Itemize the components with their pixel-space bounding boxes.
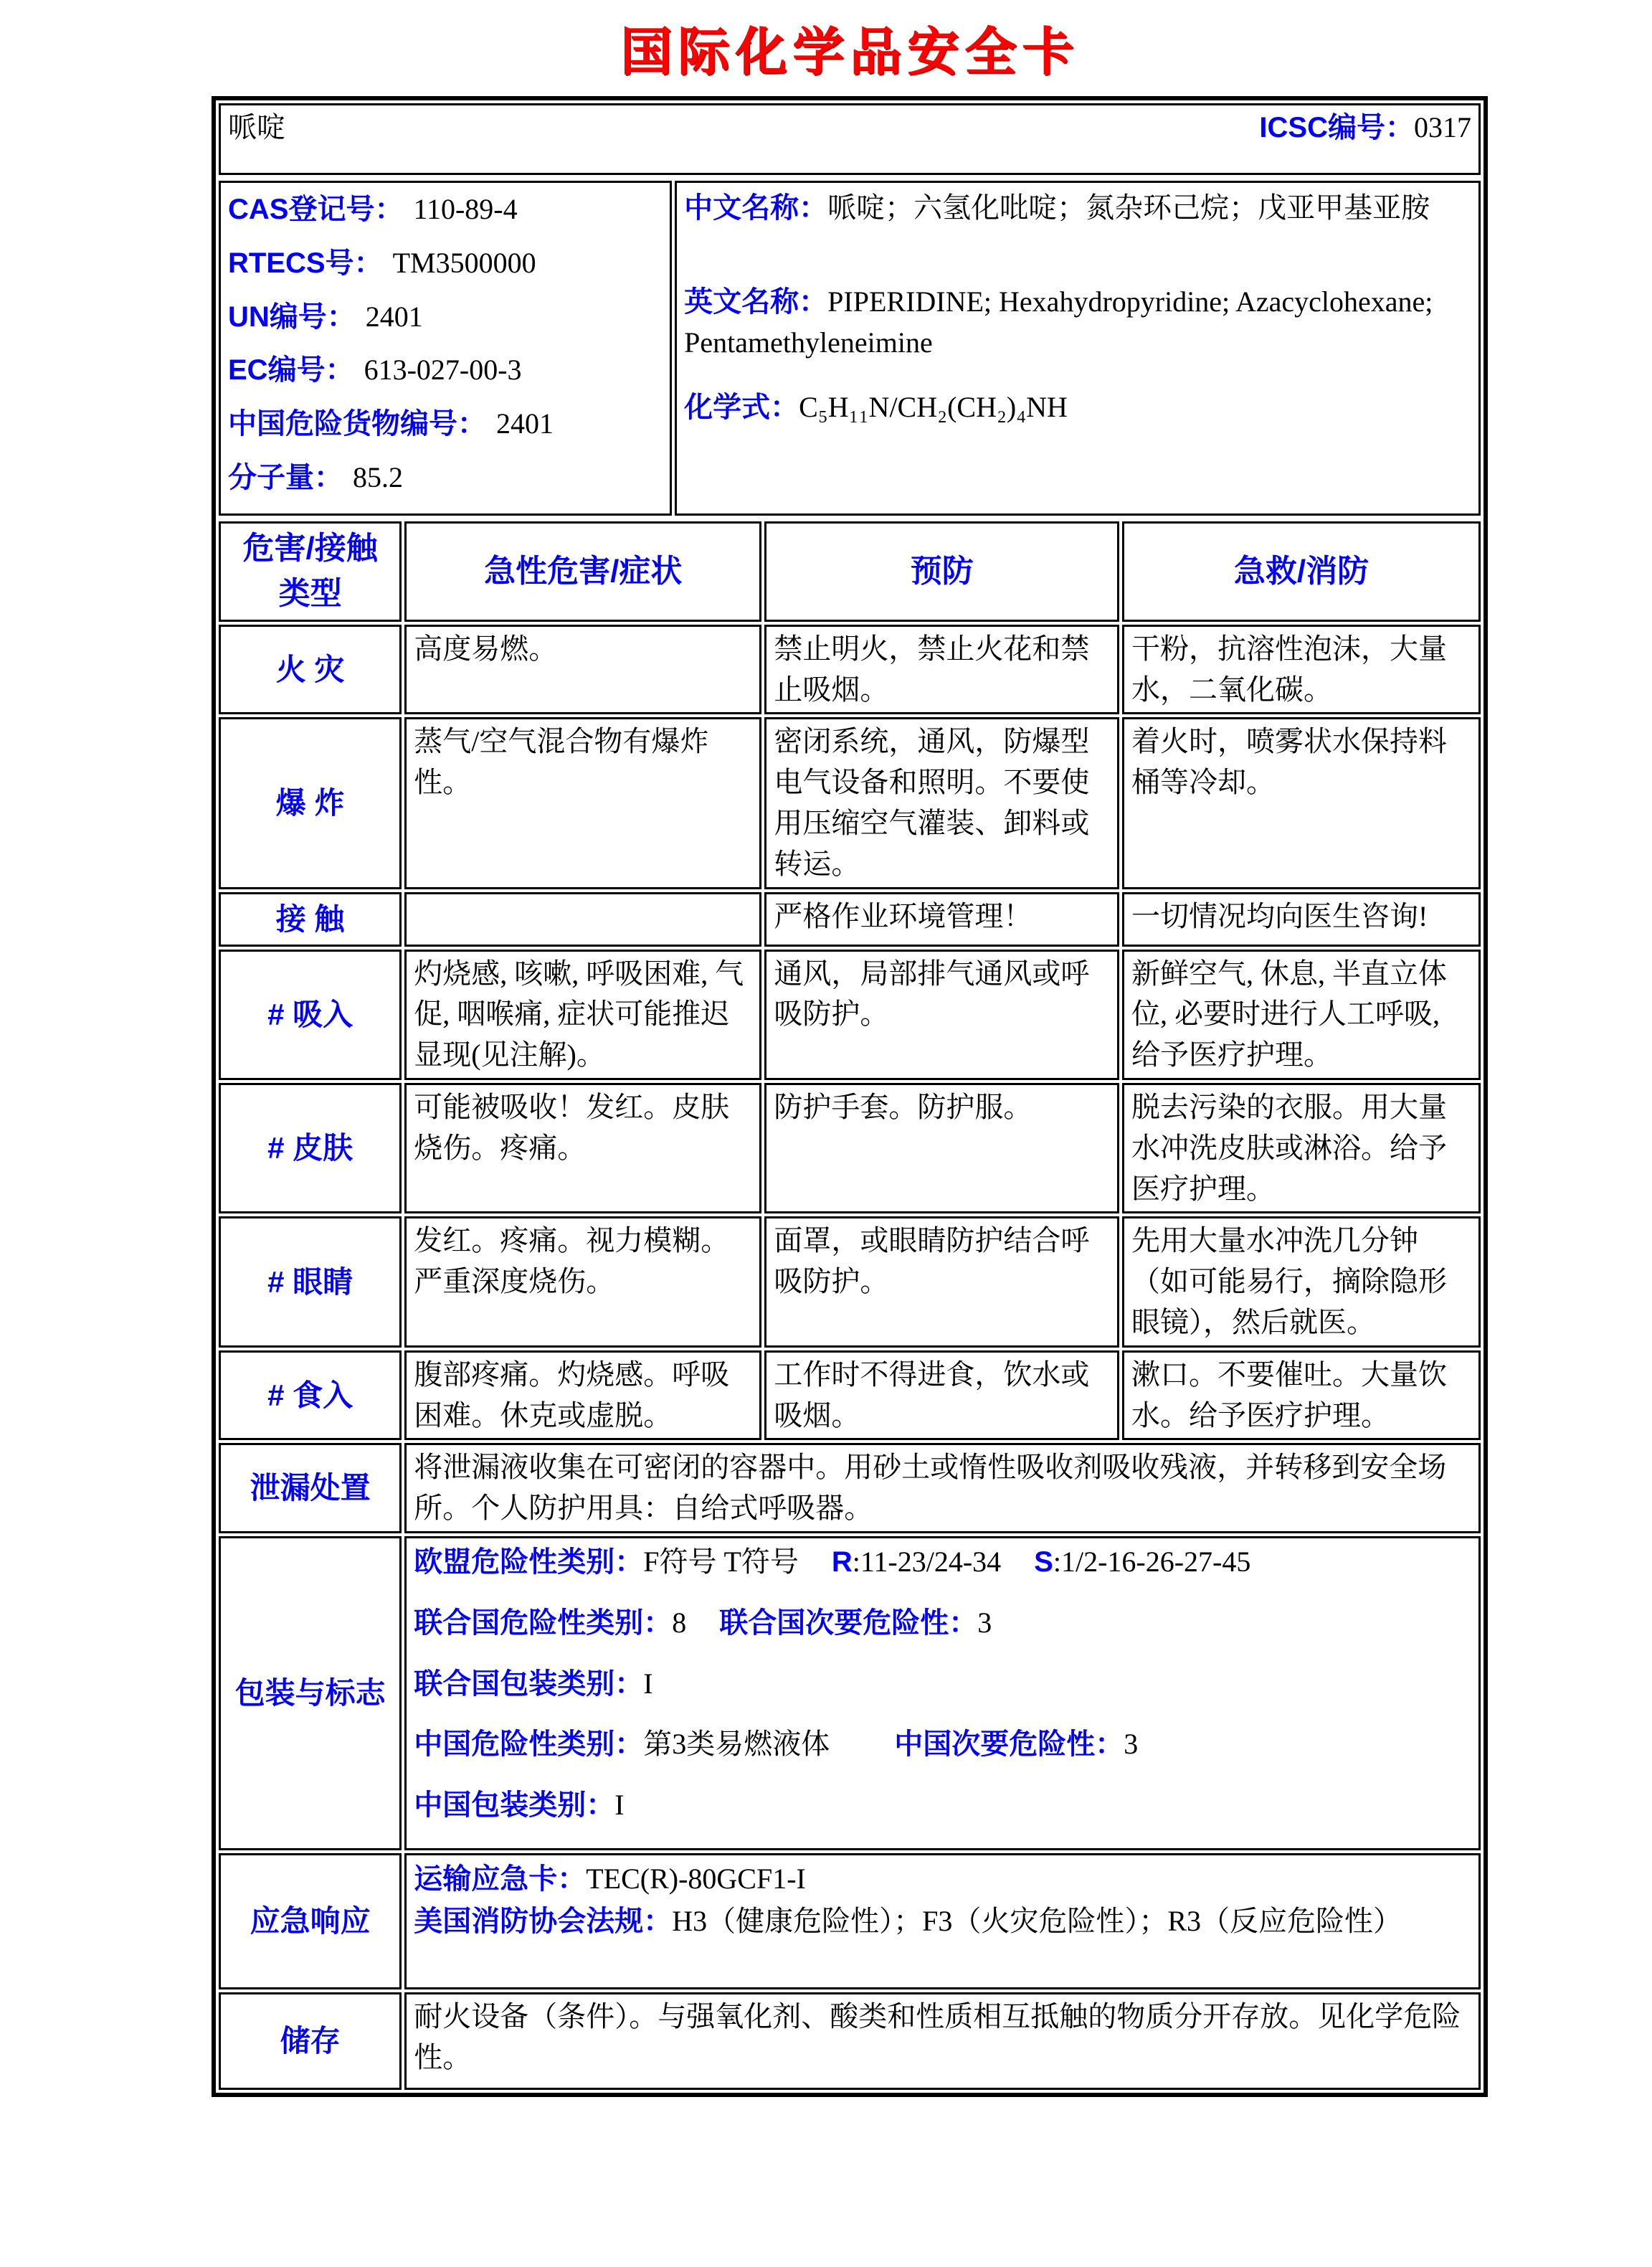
transport-emergency-card-value: TEC(R)-80GCF1-I bbox=[586, 1862, 806, 1895]
ingestion-prevention: 工作时不得进食，饮水或吸烟。 bbox=[764, 1350, 1119, 1441]
contact-row-label: 接 触 bbox=[219, 892, 402, 947]
inhalation-row-label: # 吸入 bbox=[219, 950, 402, 1080]
s-phrases-label: S bbox=[1034, 1546, 1053, 1578]
fire-row-label: 火 灾 bbox=[219, 625, 402, 715]
fire-row bbox=[219, 625, 1481, 715]
emergency-response-row bbox=[219, 1853, 1481, 1989]
card-header-table bbox=[216, 100, 1484, 178]
nfpa-code-line bbox=[414, 1901, 1471, 1942]
cas-number-line bbox=[228, 189, 663, 230]
chemical-formula-value: C₅H₁₁N/CH₂(CH₂)₄NH bbox=[799, 391, 1068, 424]
fire-response: 干粉，抗溶性泡沫，大量水，二氧化碳。 bbox=[1122, 625, 1481, 715]
china-subsidiary-risk-value: 3 bbox=[1124, 1728, 1139, 1761]
molecular-weight-label: 分子量： bbox=[228, 461, 343, 493]
skin-row-label: # 皮肤 bbox=[219, 1083, 402, 1213]
chinese-names-label: 中文名称： bbox=[684, 192, 828, 224]
contact-response: 一切情况均向医生咨询! bbox=[1122, 892, 1481, 947]
hazard-header-row bbox=[219, 521, 1481, 622]
icsc-number-value: 0317 bbox=[1414, 111, 1471, 143]
eu-hazard-class-label: 欧盟危险性类别： bbox=[414, 1546, 644, 1578]
eu-hazard-class-line bbox=[414, 1542, 1389, 1583]
page-title: 国际化学品安全卡 bbox=[620, 24, 1079, 81]
un-number-label: UN编号： bbox=[228, 300, 356, 333]
spillage-row bbox=[219, 1443, 1481, 1533]
ingestion-row bbox=[219, 1350, 1481, 1441]
rtecs-number-value: TM3500000 bbox=[392, 246, 536, 279]
ec-number-line bbox=[228, 350, 663, 391]
spillage-row-label: 泄漏处置 bbox=[219, 1443, 402, 1533]
identifiers-cell bbox=[219, 181, 672, 516]
names-cell bbox=[675, 181, 1481, 516]
safety-card bbox=[212, 96, 1488, 2097]
ingestion-row-label: # 食入 bbox=[219, 1350, 402, 1441]
ec-number-value: 613-027-00-3 bbox=[364, 354, 522, 387]
column-header-prevention: 预防 bbox=[764, 521, 1119, 622]
storage-row-label: 储存 bbox=[219, 1992, 402, 2090]
packaging-content bbox=[404, 1536, 1481, 1850]
skin-row bbox=[219, 1083, 1481, 1213]
packaging-row bbox=[219, 1536, 1481, 1850]
column-header-response: 急救/消防 bbox=[1122, 521, 1481, 622]
substance-header-cell bbox=[219, 103, 1481, 175]
explosion-row-label: 爆 炸 bbox=[219, 717, 402, 889]
emergency-response-row-label: 应急响应 bbox=[219, 1853, 402, 1989]
r-phrases-label: R bbox=[831, 1546, 853, 1578]
packaging-row-label: 包装与标志 bbox=[219, 1536, 402, 1850]
un-hazard-class-value: 8 bbox=[672, 1606, 687, 1639]
transport-emergency-card-label: 运输应急卡： bbox=[414, 1863, 587, 1895]
cas-number-value: 110-89-4 bbox=[413, 193, 518, 225]
eyes-prevention: 面罩，或眼睛防护结合呼吸防护。 bbox=[764, 1216, 1119, 1347]
english-names-label: 英文名称： bbox=[684, 285, 828, 318]
explosion-prevention: 密闭系统，通风，防爆型电气设备和照明。不要使用压缩空气灌装、卸料或转运。 bbox=[764, 717, 1119, 889]
rtecs-number-label: RTECS号： bbox=[228, 247, 383, 279]
contact-row bbox=[219, 892, 1481, 947]
un-subsidiary-risk-value: 3 bbox=[977, 1606, 992, 1639]
hazard-table bbox=[216, 519, 1484, 2093]
r-phrases-value: :11-23/24-34 bbox=[852, 1545, 1002, 1578]
china-packing-group-line bbox=[414, 1785, 1471, 1826]
eyes-symptoms: 发红。疼痛。视力模糊。严重深度烧伤。 bbox=[404, 1216, 761, 1347]
china-dg-number-label: 中国危险货物编号： bbox=[228, 408, 486, 440]
china-hazard-class-label: 中国危险性类别： bbox=[414, 1728, 644, 1761]
inhalation-prevention: 通风，局部排气通风或呼吸防护。 bbox=[764, 950, 1119, 1080]
explosion-row bbox=[219, 717, 1481, 889]
chemical-formula-label: 化学式： bbox=[684, 392, 799, 424]
english-names-line bbox=[684, 282, 1471, 364]
molecular-weight-line bbox=[228, 458, 663, 498]
skin-symptoms: 可能被吸收！发红。皮肤烧伤。疼痛。 bbox=[404, 1083, 761, 1213]
china-hazard-class-line bbox=[414, 1724, 1471, 1765]
eyes-response: 先用大量水冲洗几分钟（如可能易行，摘除隐形眼镜），然后就医。 bbox=[1122, 1216, 1481, 1347]
emergency-response-content bbox=[404, 1853, 1481, 1989]
substance-name: 哌啶 bbox=[228, 111, 285, 143]
fire-symptoms: 高度易燃。 bbox=[404, 625, 761, 715]
china-dg-number-line bbox=[228, 404, 663, 445]
contact-symptoms bbox=[404, 892, 761, 947]
storage-row bbox=[219, 1992, 1481, 2090]
china-packing-group-value: I bbox=[614, 1789, 625, 1822]
un-subsidiary-risk-label: 联合国次要危险性： bbox=[719, 1606, 978, 1639]
column-header-symptoms: 急性危害/症状 bbox=[404, 521, 761, 622]
inhalation-response: 新鲜空气, 休息, 半直立体位, 必要时进行人工呼吸, 给予医疗护理。 bbox=[1122, 950, 1481, 1080]
column-header-hazard-type: 危害/接触 类型 bbox=[219, 521, 402, 622]
skin-response: 脱去污染的衣服。用大量水冲洗皮肤或淋浴。给予医疗护理。 bbox=[1122, 1083, 1481, 1213]
english-names-value: PIPERIDINE; Hexahydropyridine; Azacyclohexane; Pentamethyleneimine bbox=[684, 285, 1433, 359]
chinese-names-value: 哌啶；六氢化吡啶；氮杂环己烷；戊亚甲基亚胺 bbox=[827, 191, 1430, 224]
eyes-row bbox=[219, 1216, 1481, 1347]
storage-text: 耐火设备（条件）。与强氧化剂、酸类和性质相互抵触的物质分开存放。见化学危险性。 bbox=[404, 1992, 1481, 2090]
icsc-number-label: ICSC编号： bbox=[1259, 112, 1414, 143]
china-dg-number-value: 2401 bbox=[496, 407, 554, 440]
inhalation-symptoms: 灼烧感, 咳嗽, 呼吸困难, 气促, 咽喉痛, 症状可能推迟显现(见注解)。 bbox=[404, 950, 761, 1080]
table-row bbox=[219, 103, 1481, 175]
un-packing-group-line bbox=[414, 1664, 1471, 1705]
rtecs-number-line bbox=[228, 243, 663, 284]
molecular-weight-value: 85.2 bbox=[353, 460, 403, 493]
transport-emergency-card-line bbox=[414, 1859, 1471, 1900]
chemical-formula-line bbox=[684, 387, 1471, 428]
china-packing-group-label: 中国包装类别： bbox=[414, 1789, 615, 1822]
explosion-response: 着火时，喷雾状水保持料桶等冷却。 bbox=[1122, 717, 1481, 889]
china-subsidiary-risk-label: 中国次要危险性： bbox=[894, 1728, 1124, 1761]
skin-prevention: 防护手套。防护服。 bbox=[764, 1083, 1119, 1213]
spillage-text: 将泄漏液收集在可密闭的容器中。用砂土或惰性吸收剂吸收残液，并转移到安全场所。个人防护用具：自给式呼吸器。 bbox=[404, 1443, 1481, 1533]
nfpa-code-value: H3（健康危险性）；F3（火灾危险性）；R3（反应危险性） bbox=[672, 1904, 1402, 1937]
table-row bbox=[219, 181, 1481, 516]
contact-prevention: 严格作业环境管理！ bbox=[764, 892, 1119, 947]
nfpa-code-label: 美国消防协会法规： bbox=[414, 1905, 673, 1937]
un-packing-group-value: I bbox=[643, 1667, 653, 1700]
eyes-row-label: # 眼睛 bbox=[219, 1216, 402, 1347]
un-hazard-class-label: 联合国危险性类别： bbox=[414, 1606, 673, 1639]
chinese-names-line bbox=[684, 188, 1471, 229]
china-hazard-class-value: 第3类易燃液体 bbox=[643, 1728, 830, 1761]
ingestion-response: 漱口。不要催吐。大量饮水。给予医疗护理。 bbox=[1122, 1350, 1481, 1441]
ingestion-symptoms: 腹部疼痛。灼烧感。呼吸困难。休克或虚脱。 bbox=[404, 1350, 761, 1441]
s-phrases-value: :1/2-16-26-27-45 bbox=[1053, 1545, 1251, 1578]
fire-prevention: 禁止明火，禁止火花和禁止吸烟。 bbox=[764, 625, 1119, 715]
explosion-symptoms: 蒸气/空气混合物有爆炸性。 bbox=[404, 717, 761, 889]
identification-table bbox=[216, 178, 1484, 519]
un-number-value: 2401 bbox=[365, 300, 423, 333]
un-packing-group-label: 联合国包装类别： bbox=[414, 1667, 644, 1700]
eu-hazard-class-value: F符号 T符号 bbox=[643, 1545, 799, 1578]
cas-number-label: CAS登记号： bbox=[228, 194, 404, 225]
ec-number-label: EC编号： bbox=[228, 354, 354, 387]
un-number-line bbox=[228, 297, 663, 338]
inhalation-row bbox=[219, 950, 1481, 1080]
un-hazard-class-line bbox=[414, 1603, 1471, 1644]
